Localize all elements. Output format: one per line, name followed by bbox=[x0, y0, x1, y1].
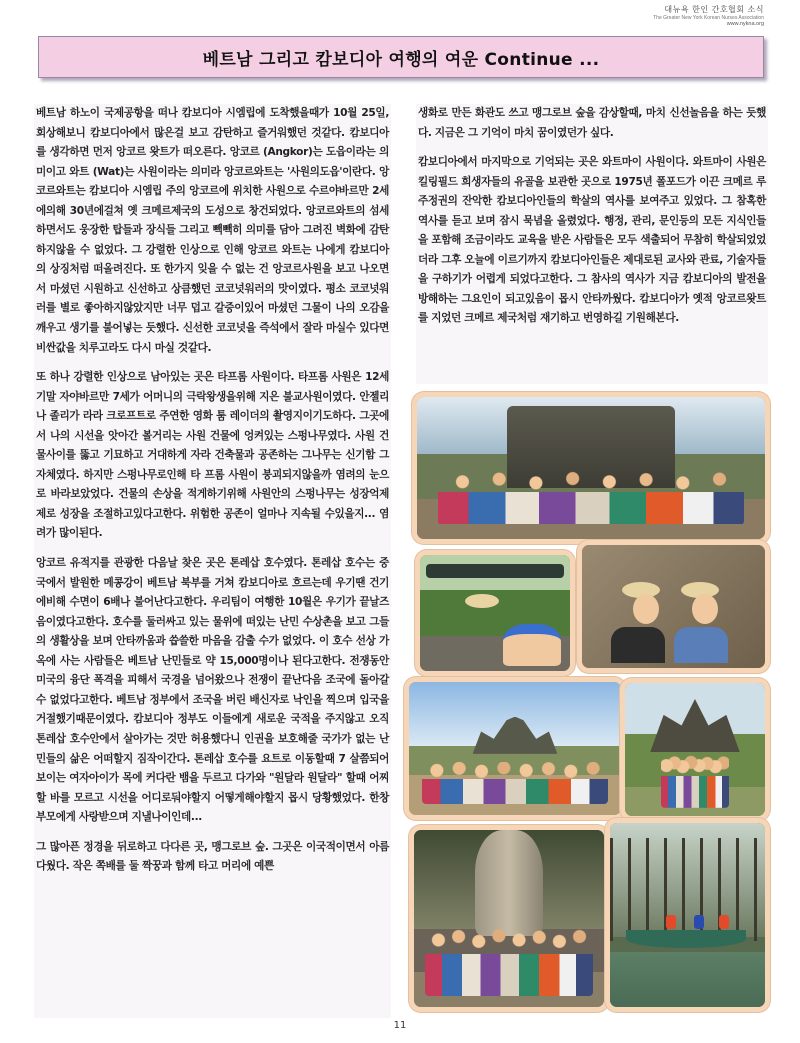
article-left-column bbox=[34, 104, 391, 1018]
tour-group bbox=[422, 762, 609, 805]
masthead-english-name: The Greater New York Korean Nurses Association bbox=[653, 15, 764, 21]
photo-group-at-ta-prohm-tree bbox=[409, 825, 609, 1012]
article-title: 베트남 그리고 캄보디아 여행의 여운 Continue ... bbox=[202, 49, 600, 70]
photo-two-women-portrait bbox=[577, 540, 770, 673]
tuk-tuk-roof bbox=[426, 564, 564, 578]
photo-mangrove-boat bbox=[605, 818, 770, 1012]
tour-group bbox=[425, 926, 592, 997]
wooden-boat bbox=[626, 930, 747, 948]
article-paragraph: 그 많아픈 정경을 뒤로하고 다다른 곳, 맹그로브 숲. 그곳은 이국적이면서 아름다웠다. 작은 쪽배를 둘 짝꿍과 함께 타고 머리에 예쁜 bbox=[36, 840, 389, 873]
page-number: 11 bbox=[393, 1020, 407, 1031]
article-paragraph: 생화로 만든 화관도 쓰고 맹그로브 숲을 감상할때, 마치 신선놀음을 하는 듯했다. 지금은 그 기억이 마치 꿈이였던가 싶다. bbox=[418, 107, 766, 139]
article-paragraph: 또 하나 강렬한 인상으로 남아있는 곳은 타프롬 사원이다. 타프롬 사원은 12세기말 자야바르만 7세가 어머니의 극락왕생을위해 지은 불교사원이였다. 안젤리나 졸리가 라라 크로프트로 주연한 영화 툼 레이더의 촬영지이기도하다. 그곳에서 나의 시선을 앗아간 볼거리는 사원 건물에 엉켜있는 스펑나무였다. 사원 건물사이를 뚫고 기묘하고 거대하게 자라 건축물과 공존하는 그나무는 신기함 그자체였다. 하지만 스펑나무로인해 타 프롬 사원이 붕괴되지않을까 염려의 눈으로 바라보았었다. 건물의 손상을 적게하기위해 사원안의 스펑나무는 성장억제제로 성장을 조절하고있다고한다. 위험한 공존이 얼마나 지속될 수있을지... 염려가 많이된다. bbox=[36, 371, 389, 540]
selfie-face bbox=[503, 624, 561, 666]
newsletter-masthead bbox=[653, 4, 764, 27]
tour-group bbox=[438, 471, 744, 525]
article-paragraph: 캄보디아에서 마지막으로 기억되는 곳은 와트마이 사원이다. 와트마이 사원은 킬링필드 희생자들의 유골을 보관한 곳으로 1975년 폴포드가 이끈 크메르 루주정권의 잔악한 캄보디아인들의 학살의 역사를 보여주고 있었다. 그 참혹한 역사를 듣고 보며 잠시 묵념을 올렸었다. 행정, 관리, 문인등의 모든 지식인들을 포함해 조금이라도 교육을 받은 사람들은 모두 색출되어 무참히 학살되었었더라 그후 오늘에 이르기까지 캄보디아인들은 제대로된 교사와 관료, 기술자들을 구하기가 어렵게 되었다고한다. 그 참사의 역사가 지금 캄보디아의 발전을 방해하는 그요인이 되고있음이 몹시 안타까웠다. 캄보디아가 옛적 앙코르왓트를 지었던 크메르 제국처럼 재기하고 번영하길 기원해본다. bbox=[418, 156, 766, 325]
article-paragraph: 베트남 하노이 국제공항을 떠나 캄보디아 시엠립에 도착했을때가 10월 25일, 회상해보니 캄보디아에서 많은걸 보고 감탄하고 즐거워했던 것같다. 캄보디아를 생각하면 먼저 앙코르 왓트가 떠오른다. 앙코르 (Angkor)는 도읍이라는 의미이고 와트 (Wat)는 사원이라는 의미라 앙코르와트는 '사원의도읍'이란다. 앙코르와트는 캄보디아 시엠립 주의 앙코르에 위치한 사원으로 수르야바르만 2세에의해 30년에걸쳐 옛 크메르제국의 도성으로 창건되었다. 앙코르와트의 섬세하면서도 웅장한 탑들과 장식들 그리고 빽빽히 의미를 담아 그려진 벽화에 감탄하지않을 수 없었다. 그 강렬한 인상으로 인해 앙코르 와트는 나에게 캄보디아의 상징처럼 떠올려진다. 또 한가지 잊을 수 없는 건 앙코르사원을 보고 나오면서 마셨던 시원하고 신선하고 상큼했던 코코넛워러의 맛이였다. 평소 코코넛워러를 별로 좋아하지않았지만 너무 덥고 갈증이있어 마셨던 그물이 나의 오감을 깨우고 생기를 불어넣는 듯했다. 신선한 코코넛을 즉석에서 잘라 마실수 있다면 비싼값을 치루고라도 다시 마실 것같다. bbox=[36, 107, 389, 354]
river-water bbox=[610, 952, 765, 1007]
spung-tree-trunk bbox=[475, 830, 543, 936]
photo-group-at-ruins bbox=[412, 392, 770, 544]
article-paragraph: 앙코르 유적지를 관광한 다음날 찾은 곳은 톤레삽 호수였다. 톤레삽 호수는 중국에서 발원한 메콩강이 베트남 북부를 거쳐 캄보디아로 흐르는데 우기땐 건기에비해 수면이 6배나 불어난다고한다. 우리팀이 여행한 10월은 우기가 끝날즈음이였다고한다. 호수를 둘러싸고 있는 물위에 떠있는 난민 수상촌을 보고 그들의 생활상을 보며 안타까움과 씁쓸한 마음을 감출 수가 없었다. 이 호수 선상 가옥에 사는 사람들은 베트남 난민들로 약 15,000명이나 된다고한다. 전쟁동안 미국의 융단 폭격을 피해서 국경을 넘어왔으나 전쟁이 끝난다음 조국에 돌아갈 수 없었다고한다. 베트남 정부에서 조국을 버린 배신자로 낙인을 찍으며 입국을 거절했기때문이였다. 캄보디아 정부도 이들에게 새로운 국적을 주지않고 오직 톤레삽 호수안에서 살아가는 것만 허용했다니 인권을 보호해줄 국가가 없는 난민들의 삶은 어떠할지 짐작이간다. 톤레삽 호수를 요트로 이동할때 7 살쯤되어 보이는 여자아이가 목에 커다란 뱀을 두르고 다가와 "원달라 원달라" 할때 어찌할 바를 모르고 시선을 어디로둬야할지 어떻게해야할지 몹시 당황했었다. 한창 부모에게 사랑받으며 지낼나이인데... bbox=[36, 557, 389, 824]
photo-group-at-angkor-wat bbox=[404, 677, 626, 820]
tour-group bbox=[661, 755, 728, 808]
photo-group-at-temple-path bbox=[620, 678, 770, 821]
masthead-korean-name: 대뉴욕 한인 간호협회 소식 bbox=[664, 5, 764, 14]
mangrove-trees bbox=[610, 838, 765, 941]
masthead-url[interactable]: www.nykna.org bbox=[726, 21, 764, 27]
photo-tuk-tuk-selfie bbox=[415, 550, 575, 676]
article-title-banner bbox=[38, 36, 764, 78]
article-right-column bbox=[416, 104, 768, 384]
